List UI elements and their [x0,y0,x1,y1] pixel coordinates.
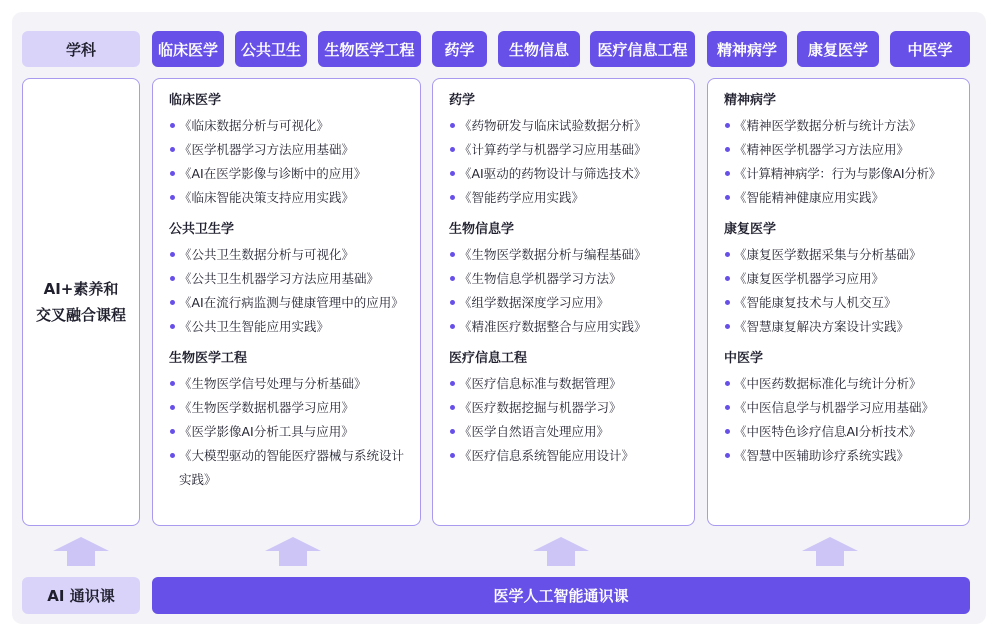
course-item: 《医学机器学习方法应用基础》 [169,138,420,162]
course-item: 《生物医学数据分析与编程基础》 [449,243,694,267]
course-item: 《计算精神病学：行为与影像AI分析》 [724,162,969,186]
course-item: 《药物研发与临床试验数据分析》 [449,114,694,138]
up-arrow-icon [53,537,109,566]
section-title: 中医学 [724,351,764,366]
course-item: 《计算药学与机器学习应用基础》 [449,138,694,162]
course-item: 《医疗信息系统智能应用设计》 [449,444,694,468]
course-column-3 [707,78,970,526]
section-biomedical-engineering [169,348,420,492]
section-title: 临床医学 [169,93,222,108]
course-item: 《AI在流行病监测与健康管理中的应用》 [169,291,411,315]
section-medical-information-engineering [449,348,694,468]
subject-label: 学科 [22,31,140,67]
course-item: 《公共卫生机器学习方法应用基础》 [169,267,420,291]
section-title: 医疗信息工程 [449,351,528,366]
course-item: 《医学自然语言处理应用》 [449,420,694,444]
course-item: 《AI驱动的药物设计与筛选技术》 [449,162,694,186]
section-bioinformatics [449,219,694,339]
up-arrow-icon [533,537,589,566]
course-item: 《临床智能决策支持应用实践》 [169,186,420,210]
tab-rehabilitation-medicine: 康复医学 [797,31,879,67]
course-item: 《医疗信息标准与数据管理》 [449,372,694,396]
course-item: 《医疗数据挖掘与机器学习》 [449,396,694,420]
section-title: 康复医学 [724,222,777,237]
course-item: 《智能精神健康应用实践》 [724,186,969,210]
course-item: 《康复医学数据采集与分析基础》 [724,243,969,267]
course-item: 《中医特色诊疗信息AI分析技术》 [724,420,969,444]
course-item: 《中医信息学与机器学习应用基础》 [724,396,969,420]
tab-bioinformatics: 生物信息 [498,31,580,67]
medical-ai-general-course-bar: 医学人工智能通识课 [152,577,970,614]
course-item: 《公共卫生数据分析与可视化》 [169,243,420,267]
section-title: 生物信息学 [449,222,515,237]
tab-psychiatry: 精神病学 [707,31,787,67]
tab-clinical-medicine: 临床医学 [152,31,224,67]
section-pharmacy [449,90,694,210]
tab-chinese-medicine: 中医学 [890,31,970,67]
ai-general-course-label: AI 通识课 [22,577,140,614]
course-item: 《精神医学机器学习方法应用》 [724,138,969,162]
ai-literacy-panel [22,78,140,526]
course-item: 《生物医学数据机器学习应用》 [169,396,420,420]
section-clinical-medicine [169,90,420,210]
course-item: 《生物医学信号处理与分析基础》 [169,372,420,396]
course-item: 《智能药学应用实践》 [449,186,694,210]
tab-biomedical-engineering: 生物医学工程 [318,31,421,67]
ai-literacy-label-line1: AI+素养和 [43,280,119,298]
tab-public-health: 公共卫生 [235,31,307,67]
course-item: 《医学影像AI分析工具与应用》 [169,420,420,444]
course-item: 《组学数据深度学习应用》 [449,291,694,315]
section-psychiatry [724,90,969,210]
tab-medical-information-engineering: 医疗信息工程 [590,31,695,67]
section-title: 药学 [449,93,476,108]
section-chinese-medicine [724,348,969,468]
up-arrow-icon [802,537,858,566]
ai-literacy-label-line2: 交叉融合课程 [35,306,126,324]
course-column-1 [152,78,421,526]
section-public-health [169,219,420,339]
section-rehabilitation-medicine [724,219,969,339]
course-item: 《精准医疗数据整合与应用实践》 [449,315,694,339]
course-item: 《智慧中医辅助诊疗系统实践》 [724,444,969,468]
course-item: 《大模型驱动的智能医疗器械与系统设计实践》 [169,444,411,492]
course-item: 《智慧康复解决方案设计实践》 [724,315,969,339]
course-item: 《中医药数据标准化与统计分析》 [724,372,969,396]
tab-pharmacy: 药学 [432,31,487,67]
course-item: 《智能康复技术与人机交互》 [724,291,969,315]
course-item: 《生物信息学机器学习方法》 [449,267,694,291]
course-item: 《AI在医学影像与诊断中的应用》 [169,162,420,186]
section-title: 精神病学 [724,93,777,108]
course-item: 《康复医学机器学习应用》 [724,267,969,291]
course-item: 《公共卫生智能应用实践》 [169,315,420,339]
section-title: 公共卫生学 [169,222,235,237]
section-title: 生物医学工程 [169,351,248,366]
course-column-2 [432,78,695,526]
course-item: 《临床数据分析与可视化》 [169,114,420,138]
up-arrow-icon [265,537,321,566]
course-item: 《精神医学数据分析与统计方法》 [724,114,969,138]
